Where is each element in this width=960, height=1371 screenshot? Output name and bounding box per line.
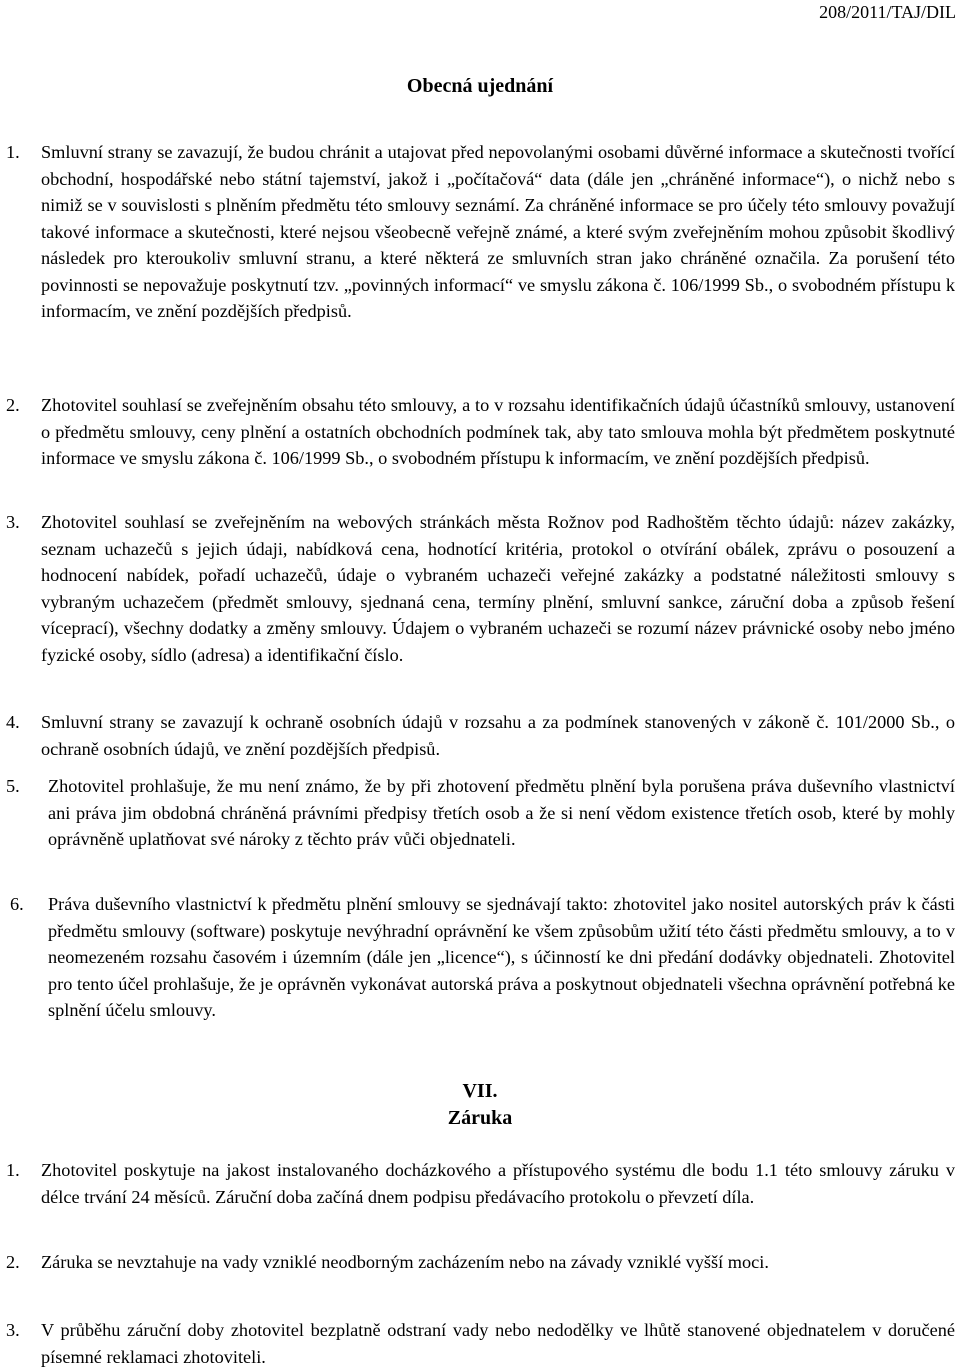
item-number: 4.	[6, 712, 20, 732]
warranty-item-2	[0, 1249, 955, 1276]
item-text: Zhotovitel souhlasí se zveřejněním na webových stránkách města Rožnov pod Radhoštěm těchto údajů: název zakázky, seznam uchazečů s jejich údaji, nabídková cena, hodnotící kritéria, protokol o otvírání obálek, zprávu o posouzení a hodnocení nabídek, pořadí uchazečů, údaje o vybraném uchazeči veřejné zakázky a podstatné náležitosti smlouvy s vybraným uchazečem (předmět smlouvy, sjednaná cena, termíny plnění, smluvní sankce, záruční doba a způsob řešení víceprací), všechny dodatky a změny smlouvy. Údajem o vybraném uchazeči se rozumí název právnické osoby nebo jméno fyzické osoby, sídlo (adresa) a identifikační číslo.	[41, 512, 955, 665]
item-text: Záruka se nevztahuje na vady vzniklé neodborným zacházením nebo na závady vzniklé vyšší moci.	[41, 1252, 769, 1272]
section-title-general: Obecná ujednání	[406, 75, 554, 97]
item-number: 1.	[6, 1160, 20, 1180]
item-number: 2.	[6, 395, 20, 415]
warranty-item-1	[0, 1157, 955, 1210]
item-number: 6.	[10, 894, 24, 914]
item-text: Smluvní strany se zavazují, že budou chránit a utajovat před nepovolanými osobami důvěrné informace a skutečnosti tvořící obchodní, hospodářské nebo státní tajemství, jakož i „počítačová“ data (dále jen „chráněné informace“), o nichž nebo s nimiž se v souvislosti s plněním předmětu této smlouvy seznámí. Za chráněné informace se pro účely této smlouvy považují takové informace a skutečnosti, které nejsou všeobecně veřejně známé, a které svým zveřejněním mohou způsobit škodlivý následek pro kteroukoliv smluvní stranu, a které některá ze smluvních stran jako chráněné označila. Za porušení této povinnosti se nepovažuje poskytnutí tzv. „povinných informací“ ve smyslu zákona č. 106/1999 Sb., o svobodném přístupu k informacím, ve znění pozdějších předpisů.	[41, 142, 955, 321]
item-text: Smluvní strany se zavazují k ochraně osobních údajů v rozsahu a za podmínek stanovených v zákoně č. 101/2000 Sb., o ochraně osobních údajů, ve znění pozdějších předpisů.	[41, 712, 955, 759]
item-text: Práva duševního vlastnictví k předmětu plnění smlouvy se sjednávají takto: zhotovitel jako nositel autorských práv k části předmětu smlouvy (software) poskytuje nevýhradní oprávnění ke všem způsobům užití této části předmětu smlouvy, a to v neomezeném rozsahu časovém i územním (dále jen „licence“), s účinností ke dni předání dodávky objednateli. Zhotovitel pro tento účel prohlašuje, že je oprávněn vykonávat autorská práva a poskytnout objednateli všechna oprávnění potřebná ke splnění účelu smlouvy.	[48, 894, 955, 1020]
section-title-warranty: Záruka	[447, 1107, 513, 1129]
item-number: 3.	[6, 512, 20, 532]
item-text: Zhotovitel poskytuje na jakost instalovaného docházkového a přístupového systému dle bodu 1.1 této smlouvy záruku v délce trvání 24 měsíců. Záruční doba začíná dnem podpisu předávacího protokolu o převzetí díla.	[41, 1160, 955, 1207]
item-number: 3.	[6, 1320, 20, 1340]
item-text: Zhotovitel souhlasí se zveřejněním obsahu této smlouvy, a to v rozsahu identifikačních údajů účastníků smlouvy, ustanovení o předmětu smlouvy, ceny plnění a ostatních obchodních podmínek tak, aby tato smlouva mohla být předmětem poskytnuté informace ve smyslu zákona č. 106/1999 Sb., o svobodném přístupu k informacím, ve znění pozdějších předpisů.	[41, 395, 955, 468]
general-item-6	[0, 891, 955, 1024]
item-text: V průběhu záruční doby zhotovitel bezplatně odstraní vady nebo nedodělky ve lhůtě stanovené objednatelem v doručené písemné reklamaci zhotoviteli.	[41, 1320, 955, 1367]
item-number: 2.	[6, 1252, 20, 1272]
item-number: 5.	[6, 776, 20, 796]
general-item-5	[0, 773, 955, 853]
general-item-2	[0, 392, 955, 472]
item-number: 1.	[6, 142, 20, 162]
general-item-3	[0, 509, 955, 668]
general-item-1	[0, 139, 955, 325]
warranty-item-3	[0, 1317, 955, 1370]
document-reference: 208/2011/TAJ/DIL	[819, 2, 956, 22]
general-item-4	[0, 709, 955, 762]
section-number-warranty: VII.	[462, 1080, 498, 1102]
item-text: Zhotovitel prohlašuje, že mu není známo, že by při zhotovení předmětu plnění byla porušena práva duševního vlastnictví ani práva jim obdobná chráněná právními předpisy třetích osob a že si není vědom existence třetích osob, které by mohly oprávněně uplatňovat své nároky z těchto práv vůči objednateli.	[48, 776, 955, 849]
